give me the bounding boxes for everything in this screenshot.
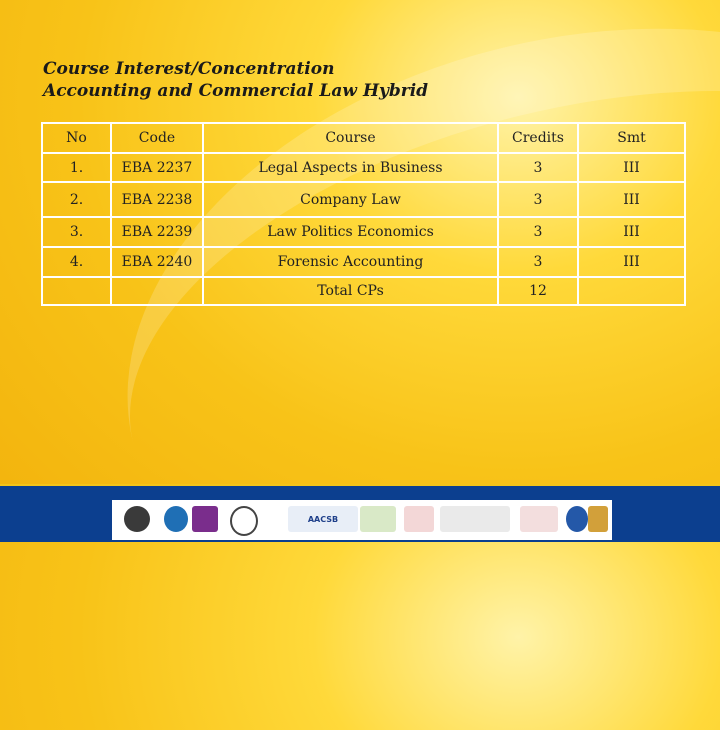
cell-smt: III <box>578 182 685 217</box>
partner-crest-icon <box>588 506 608 532</box>
table-row <box>42 182 685 217</box>
globe-icon <box>164 506 188 532</box>
footer-bar <box>0 484 720 542</box>
hague-logo-icon <box>440 506 510 532</box>
cell-no: 3. <box>42 217 111 247</box>
title-line-2: Accounting and Commercial Law Hybrid <box>43 81 429 101</box>
cell-smt: III <box>578 153 685 182</box>
cell-code: EBA 2238 <box>111 182 203 217</box>
cell-course: Company Law <box>203 182 498 217</box>
cell-credits: 3 <box>498 247 578 277</box>
cell-empty <box>578 277 685 305</box>
total-label: Total CPs <box>203 277 498 305</box>
header-code: Code <box>111 123 203 153</box>
footer-separator <box>222 504 224 534</box>
cell-credits: 3 <box>498 153 578 182</box>
course-table <box>41 122 686 306</box>
aacsb-icon: AACSB <box>288 506 358 532</box>
cell-smt: III <box>578 247 685 277</box>
cell-credits: 3 <box>498 182 578 217</box>
cell-empty <box>111 277 203 305</box>
header-course: Course <box>203 123 498 153</box>
table-row <box>42 153 685 182</box>
seal-icon <box>230 506 258 536</box>
title-line-1: Course Interest/Concentration <box>43 59 335 79</box>
cell-code: EBA 2240 <box>111 247 203 277</box>
murray-logo-icon <box>360 506 396 532</box>
cell-course: Legal Aspects in Business <box>203 153 498 182</box>
cell-no: 2. <box>42 182 111 217</box>
partner-seal-icon <box>566 506 588 532</box>
header-credits: Credits <box>498 123 578 153</box>
crest-icon <box>192 506 218 532</box>
table-row <box>42 217 685 247</box>
cell-empty <box>42 277 111 305</box>
footer-separator <box>156 504 158 534</box>
slide-title <box>43 58 428 102</box>
msu-logo-icon <box>520 506 558 532</box>
header-smt: Smt <box>578 123 685 153</box>
total-row <box>42 277 685 305</box>
usm-logo-icon <box>404 506 434 532</box>
cell-no: 1. <box>42 153 111 182</box>
cell-course: Law Politics Economics <box>203 217 498 247</box>
cell-code: EBA 2239 <box>111 217 203 247</box>
table-row <box>42 247 685 277</box>
background-swoosh <box>62 0 720 730</box>
header-no: No <box>42 123 111 153</box>
university-seal-icon <box>124 506 150 532</box>
cell-no: 4. <box>42 247 111 277</box>
total-value: 12 <box>498 277 578 305</box>
cell-smt: III <box>578 217 685 247</box>
cell-code: EBA 2237 <box>111 153 203 182</box>
cell-course: Forensic Accounting <box>203 247 498 277</box>
cell-credits: 3 <box>498 217 578 247</box>
table-header-row <box>42 123 685 153</box>
